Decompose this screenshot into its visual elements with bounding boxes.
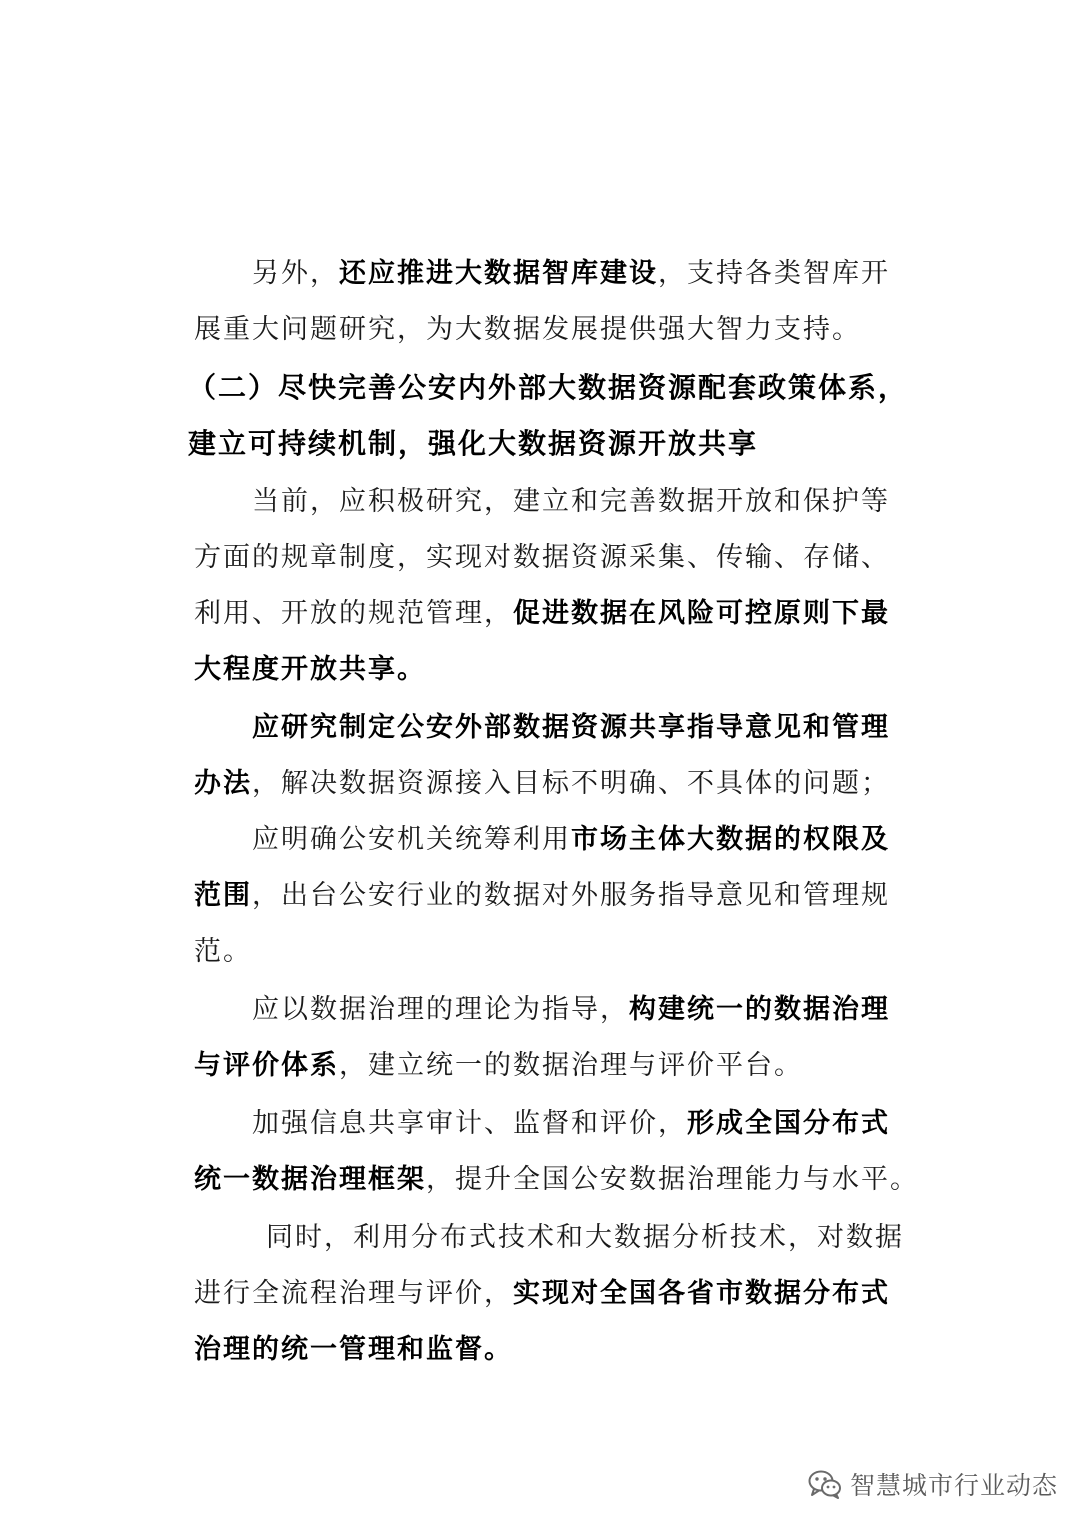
body-text: 同时，利用分布式技术和大数据分析技术，对数据	[266, 1222, 904, 1253]
emphasized-text: 构建统一的数据治理	[629, 994, 890, 1025]
wechat-icon	[808, 1469, 842, 1499]
emphasized-text: 范围	[194, 880, 252, 911]
body-text: ，出台公安行业的数据对外服务指导意见和管理规	[252, 880, 890, 911]
emphasized-text: 办法	[194, 768, 252, 799]
emphasized-text: 实现对全国各省市数据分布式	[513, 1278, 890, 1309]
emphasized-text: 形成全国分布式	[687, 1108, 890, 1139]
paragraph-line	[252, 482, 1080, 522]
body-text: 加强信息共享审计、监督和评价，	[252, 1108, 687, 1139]
paragraph-line	[194, 1330, 1080, 1370]
body-text: 当前，应积极研究，建立和完善数据开放和保护等	[252, 486, 890, 517]
body-text: ，建立统一的数据治理与评价平台。	[339, 1050, 803, 1081]
watermark-text: 智慧城市行业动态	[850, 1471, 1059, 1500]
body-text: 应以数据治理的理论为指导，	[252, 994, 629, 1025]
paragraph-line	[252, 990, 1080, 1030]
paragraph-line	[252, 1104, 1080, 1144]
section-heading-line	[188, 424, 1080, 464]
section-heading-line	[188, 368, 1080, 408]
body-text: 利用、开放的规范管理，	[194, 598, 513, 629]
body-text: 进行全流程治理与评价，	[194, 1278, 513, 1309]
body-text: ，解决数据资源接入目标不明确、不具体的问题；	[252, 768, 890, 799]
paragraph-line	[252, 254, 1080, 294]
body-text: 范。	[194, 936, 252, 967]
paragraph-line	[194, 1274, 1080, 1314]
emphasized-text: 应研究制定公安外部数据资源共享指导意见和管理	[252, 712, 890, 743]
paragraph-line	[252, 820, 1080, 860]
paragraph-line	[194, 310, 1080, 350]
emphasized-text: （二）尽快完善公安内外部大数据资源配套政策体系，	[188, 371, 909, 404]
body-text: 展重大问题研究，为大数据发展提供强大智力支持。	[194, 314, 861, 345]
paragraph-line	[252, 708, 1080, 748]
emphasized-text: 市场主体大数据的权限及	[571, 824, 890, 855]
emphasized-text: 促进数据在风险可控原则下最	[513, 598, 890, 629]
body-text: ，支持各类智库开	[658, 258, 890, 289]
paragraph-line	[194, 764, 1080, 804]
wechat-watermark	[808, 1464, 1058, 1504]
body-text: 另外，	[252, 258, 339, 289]
emphasized-text: 统一数据治理框架	[194, 1164, 426, 1195]
emphasized-text: 治理的统一管理和监督。	[194, 1334, 513, 1365]
emphasized-text: 与评价体系	[194, 1050, 339, 1081]
paragraph-line	[194, 932, 1080, 972]
emphasized-text: 大程度开放共享。	[194, 654, 426, 685]
body-text: 应明确公安机关统筹利用	[252, 824, 571, 855]
emphasized-text: 还应推进大数据智库建设	[339, 258, 658, 289]
paragraph-line	[194, 1046, 1080, 1086]
paragraph-line	[194, 594, 1080, 634]
paragraph-line	[194, 1160, 1080, 1200]
paragraph-line	[194, 876, 1080, 916]
paragraph-line	[194, 650, 1080, 690]
body-text: 方面的规章制度，实现对数据资源采集、传输、存储、	[194, 542, 890, 573]
paragraph-line	[194, 538, 1080, 578]
paragraph-line	[266, 1218, 1080, 1258]
body-text: ，提升全国公安数据治理能力与水平。	[426, 1164, 919, 1195]
emphasized-text: 建立可持续机制，强化大数据资源开放共享	[188, 427, 759, 460]
